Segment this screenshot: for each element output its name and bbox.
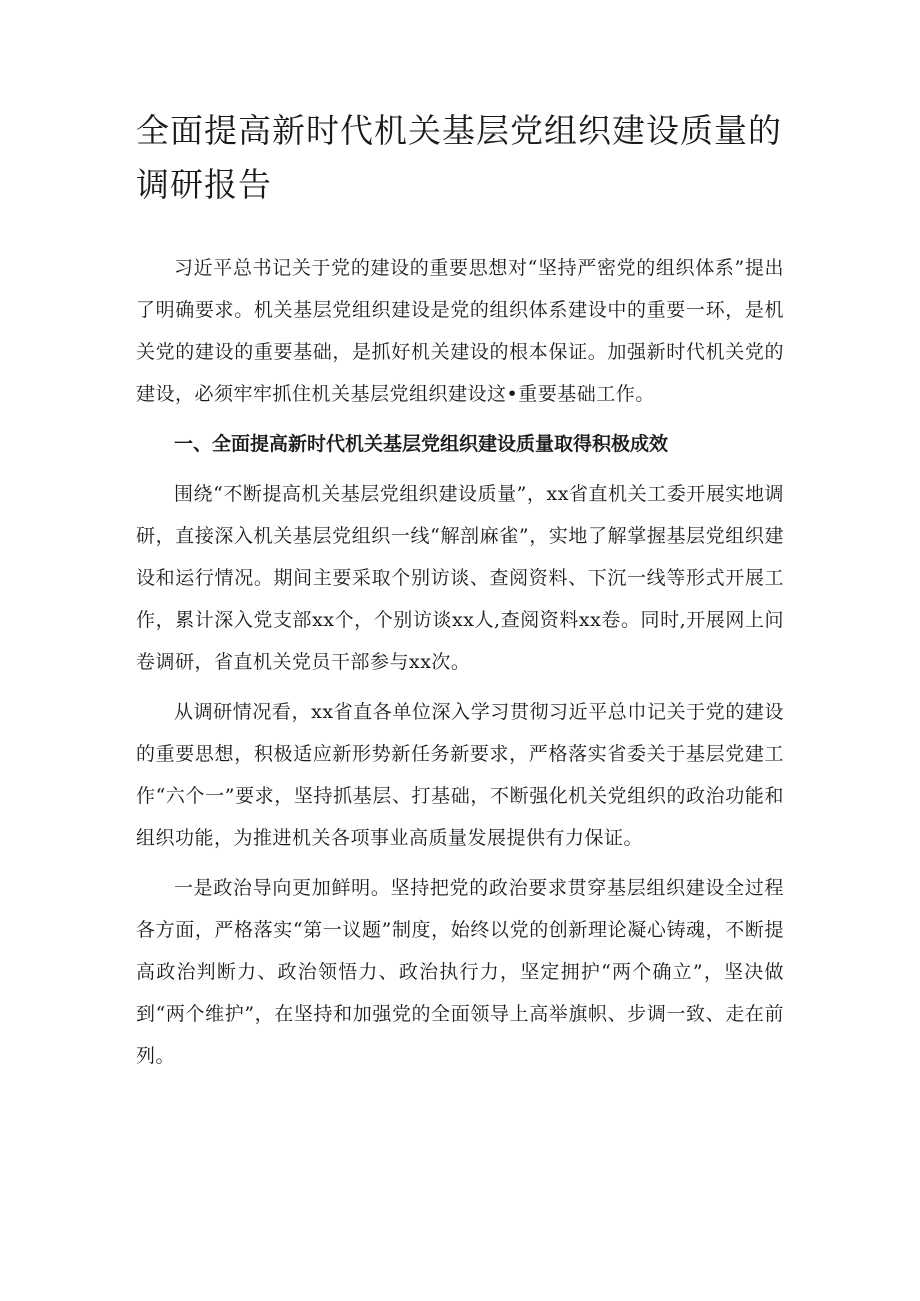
document-body (136, 247, 784, 1085)
document-title: 全面提高新时代机关基层党组织建设质量的调研报告 (136, 111, 782, 204)
section-heading: 一、全面提高新时代机关基层党组织建设质量取得积极成效 (174, 433, 669, 455)
research-paragraph: 围绕“不断提高机关基层党组织建设质量”，xx省直机关工委开展实地调研，直接深入机关基层党组织一线“解剖麻雀”，实地了解掌握基层党组织建设和运行情况。期间主要采取个别访谈、查阅资料、下沉一线等形式开展工作，累计深入党支部xx个，个别访谈xx人,查阅资料xx卷。同时,开展网上问卷调研，省直机关党员干部参与xx次。 (136, 483, 784, 673)
political-guidance-paragraph: 一是政治导向更加鲜明。坚持把党的政治要求贯穿基层组织建设全过程各方面，严格落实“第一议题”制度，始终以党的创新理论凝心铸魂，不断提高政治判断力、政治领悟力、政治执行力，坚定拥护“两个确立”，坚决做到“两个维护”，在坚持和加强党的全面领导上高举旗帜、步调一致、走在前列。 (136, 877, 784, 1067)
findings-paragraph: 从调研情况看，xx省直各单位深入学习贯彻习近平总巾记关于党的建设的重要思想，积极适应新形势新任务新要求，严格落实省委关于基层党建工作“六个一”要求，坚持抓基层、打基础，不断强化机关党组织的政治功能和组织功能，为推进机关各项事业高质量发展提供有力保证。 (136, 701, 784, 849)
intro-paragraph: 习近平总书记关于党的建设的重要思想对“坚持严密党的组织体系”提出了明确要求。机关基层党组织建设是党的组织体系建设中的重要一环，是机关党的建设的重要基础，是抓好机关建设的根本保证。加强新时代机关党的建设，必须牢牢抓住机关基层党组织建设这•重要基础工作。 (136, 257, 784, 405)
